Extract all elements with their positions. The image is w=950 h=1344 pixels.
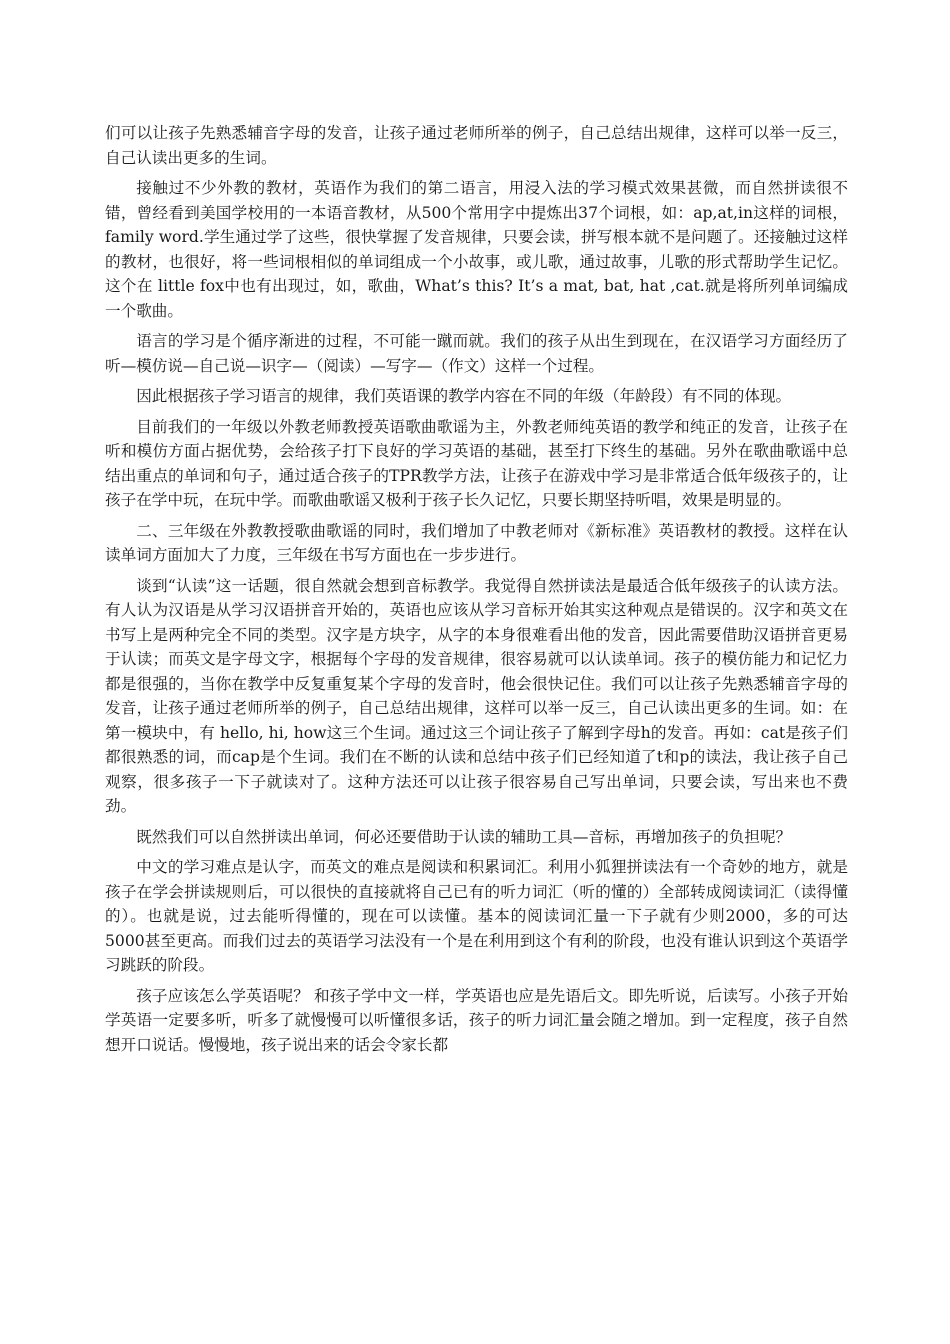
paragraph: 因此根据孩子学习语言的规律，我们英语课的教学内容在不同的年级（年龄段）有不同的体现。 [136,387,792,405]
paragraph: 孩子应该怎么学英语呢？ 和孩子学中文一样，学英语也应是先语后文。即先听说，后读写。小孩子开始学英语一定要多听，听多了就慢慢可以听懂很多话，孩子的听力词汇量会随之增加。到一定程度，孩子自然想开口说话。慢慢地，孩子说出来的话会令家长都 [105,986,848,1054]
paragraph: 既然我们可以自然拼读出单词，何必还要借助于认读的辅助工具—音标，再增加孩子的负担呢？ [136,827,792,846]
document-body [105,121,848,1063]
paragraph: 们可以让孩子先熟悉辅音字母的发音，让孩子通过老师所举的例子，自己总结出规律，这样可以举一反三，自己认读出更多的生词。 [105,124,848,167]
paragraph: 语言的学习是个循序渐进的过程，不可能一蹴而就。我们的孩子从出生到现在，在汉语学习方面经历了听—模仿说—自己说—识字—（阅读）—写字—（作文）这样一个过程。 [105,332,848,375]
paragraph: 接触过不少外教的教材，英语作为我们的第二语言，用浸入法的学习模式效果甚微，而自然拼读很不错，曾经看到美国学校用的一本语音教材，从500个常用字中提炼出37个词根，如：ap,at,in这样的词根，family word.学生通过学了这些，很快掌握了发音规律，只要会读，拼写根本就不是问题了。还接触过这样的教材，也很好，将一些词根相似的单词组成一个小故事，或儿歌，通过故事，儿歌的形式帮助学生记忆。这个在 little fox中也有出现过，如，歌曲，What’s this? It’s a mat, bat, hat ,cat.就是将所列单词编成一个歌曲。 [105,179,848,320]
paragraph: 谈到“认读”这一话题，很自然就会想到音标教学。我觉得自然拼读法是最适合低年级孩子的认读方法。有人认为汉语是从学习汉语拼音开始的，英语也应该从学习音标开始其实这种观点是错误的。汉字和英文在书写上是两种完全不同的类型。汉字是方块字，从字的本身很难看出他的发音，因此需要借助汉语拼音更易于认读；而英文是字母文字，根据每个字母的发音规律，很容易就可以认读单词。孩子的模仿能力和记忆力都是很强的，当你在教学中反复重复某个字母的发音时，他会很快记住。我们可以让孩子先熟悉辅音字母的发音，让孩子通过老师所举的例子，自己总结出规律，这样可以举一反三，自己认读出更多的生词。如：在第一模块中，有 hello, hi, how这三个生词。通过这三个词让孩子了解到字母h的发音。再如：cat是孩子们都很熟悉的词，而cap是个生词。我们在不断的认读和总结中孩子们已经知道了t和p的读法，我让孩子自己观察，很多孩子一下子就读对了。这种方法还可以让孩子很容易自己写出单词，只要会读，写出来也不费劲。 [105,576,848,815]
paragraph: 二、三年级在外教教授歌曲歌谣的同时，我们增加了中教老师对《新标准》英语教材的教授。这样在认读单词方面加大了力度，三年级在书写方面也在一步步进行。 [105,521,848,564]
paragraph: 目前我们的一年级以外教老师教授英语歌曲歌谣为主，外教老师纯英语的教学和纯正的发音，让孩子在听和模仿方面占据优势，会给孩子打下良好的学习英语的基础，甚至打下终生的基础。另外在歌曲歌谣中总结出重点的单词和句子，通过适合孩子的TPR教学方法，让孩子在游戏中学习是非常适合低年级孩子的，让孩子在学中玩，在玩中学。而歌曲歌谣又极利于孩子长久记忆，只要长期坚持听唱，效果是明显的。 [105,417,848,509]
paragraph: 中文的学习难点是认字，而英文的难点是阅读和积累词汇。利用小狐狸拼读法有一个奇妙的地方，就是孩子在学会拼读规则后，可以很快的直接就将自己已有的听力词汇（听的懂的）全部转成阅读词汇（读得懂的）。也就是说，过去能听得懂的，现在可以读懂。基本的阅读词汇量一下子就有少则2000，多的可达 5000甚至更高。而我们过去的英语学习法没有一个是在利用到这个有利的阶段，也没有谁认识到这个英语学习跳跃的阶段。 [105,858,848,974]
